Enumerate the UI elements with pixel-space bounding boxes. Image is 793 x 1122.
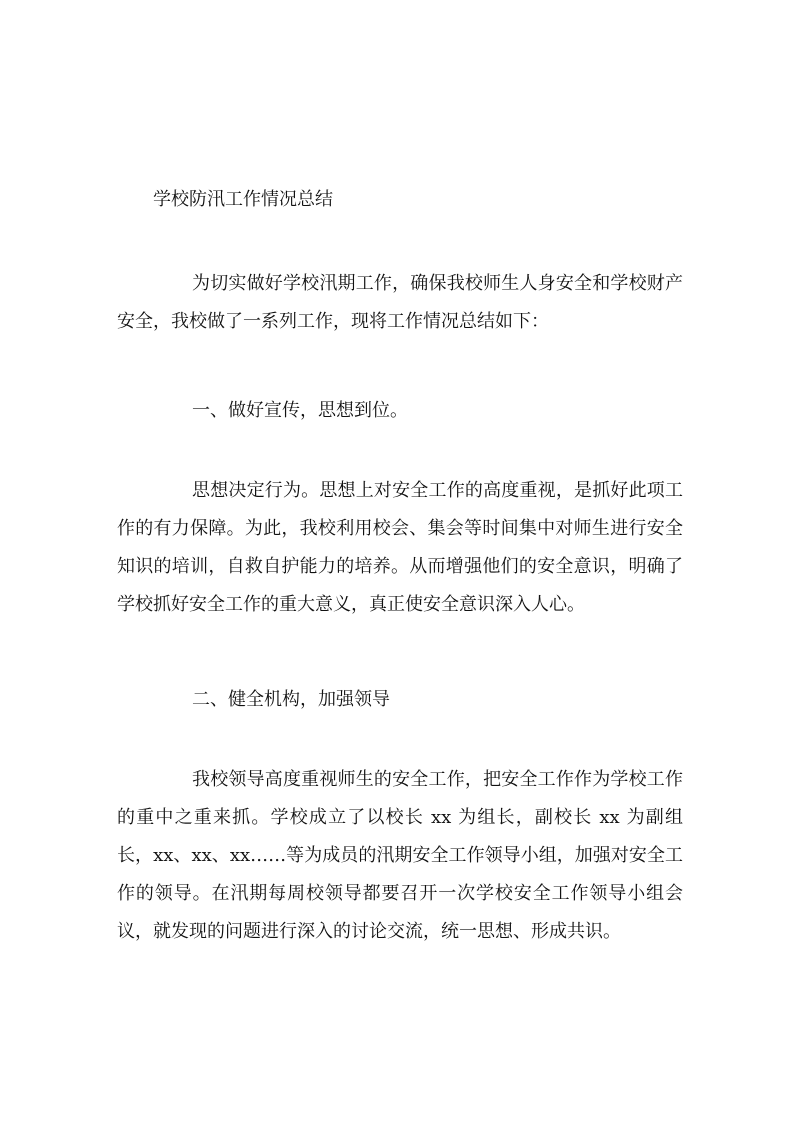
intro-paragraph: 为切实做好学校汛期工作，确保我校师生人身安全和学校财产安全，我校做了一系列工作，现将工作情况总结如下： — [117, 273, 683, 332]
section-body-1: 思想决定行为。思想上对安全工作的高度重视，是抓好此项工作的有力保障。为此，我校利用校会、集会等时间集中对师生进行安全知识的培训，自救自护能力的培养。从而增强他们的安全意识，明确了学校抓好安全工作的重大意义，真正使安全意识深入人心。 — [117, 480, 683, 615]
document-title: 学校防汛工作情况总结 — [153, 189, 333, 210]
section-body-2: 我校领导高度重视师生的安全工作，把安全工作作为学校工作的重中之重来抓。学校成立了以校长 xx 为组长，副校长 xx 为副组长，xx、xx、xx……等为成员的汛期安全工作领导小组，加强对安全工作的领导。在汛期每周校领导都要召开一次学校安全工作领导小组会议，就发现的问题进行深入的讨论交流，统一思想、形成共识。 — [117, 769, 683, 942]
section-heading-1: 一、做好宣传，思想到位。 — [192, 400, 408, 421]
section-heading-2: 二、健全机构，加强领导 — [192, 689, 390, 710]
